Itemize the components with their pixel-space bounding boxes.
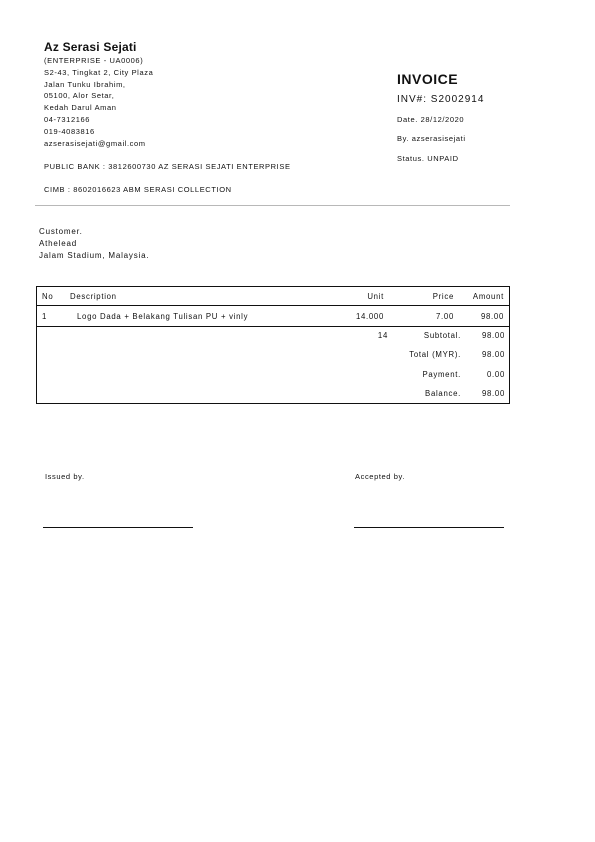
payment-label: Payment. <box>422 370 461 379</box>
total-label: Total (MYR). <box>409 350 461 359</box>
invoice-date: Date. 28/12/2020 <box>397 115 465 124</box>
cell-amount: 98.00 <box>480 311 504 321</box>
subtotal-value: 98.00 <box>481 331 505 340</box>
balance-label: Balance. <box>425 389 461 398</box>
cell-price: 7.00 <box>436 311 454 321</box>
bank-public: PUBLIC BANK : 3812600730 AZ SERASI SEJATI ENTERPRISE <box>44 162 291 171</box>
col-header-no: No <box>37 287 66 306</box>
customer-name: Athelead <box>39 239 77 248</box>
accepted-by-label: Accepted by. <box>355 472 406 481</box>
balance-value: 98.00 <box>481 389 505 398</box>
cell-description: Logo Dada + Belakang Tulisan PU + vinly <box>77 311 249 321</box>
cell-unit: 14.000 <box>355 311 384 321</box>
issued-signature-line <box>43 527 193 528</box>
total-units: 14 <box>377 331 388 340</box>
company-phone: 04-7312166 <box>44 114 91 124</box>
col-header-unit: Unit <box>309 287 389 306</box>
customer-address: Jalam Stadium, Malaysia. <box>39 251 150 260</box>
invoice-status: Status. UNPAID <box>397 154 459 163</box>
company-mobile: 019-4083816 <box>44 126 95 136</box>
company-address-line: Kedah Darul Aman <box>44 103 117 113</box>
bank-cimb: CIMB : 8602016623 ABM SERASI COLLECTION <box>44 185 232 194</box>
items-table <box>36 286 510 327</box>
accepted-signature-line <box>354 527 504 528</box>
payment-value: 0.00 <box>487 370 505 379</box>
company-name: Az Serasi Sejati <box>44 40 137 54</box>
customer-label: Customer. <box>39 227 83 236</box>
col-header-description: Description <box>65 287 309 306</box>
invoice-number: INV#: S2002914 <box>397 94 485 105</box>
customer-block <box>39 226 149 262</box>
company-address-line: S2-43, Tingkat 2, City Plaza <box>44 67 154 77</box>
company-email: azserasisejati@gmail.com <box>44 138 146 148</box>
total-value: 98.00 <box>481 350 505 359</box>
col-header-amount: Amount <box>459 287 510 306</box>
invoice-title: INVOICE <box>397 71 459 87</box>
company-address-line: Jalan Tunku Ibrahim, <box>44 79 126 89</box>
totals-box <box>36 326 510 404</box>
table-row <box>37 306 510 327</box>
cell-no: 1 <box>42 311 48 321</box>
table-header-row <box>37 287 510 306</box>
company-registration: (ENTERPRISE - UA0006) <box>44 56 144 65</box>
issued-by-label: Issued by. <box>45 472 85 481</box>
col-header-price: Price <box>389 287 459 306</box>
company-address-block <box>44 55 153 149</box>
invoice-by: By. azserasisejati <box>397 134 466 143</box>
header-divider <box>35 205 510 206</box>
company-address-line: 05100, Alor Setar, <box>44 91 115 101</box>
subtotal-label: Subtotal. <box>423 331 461 340</box>
